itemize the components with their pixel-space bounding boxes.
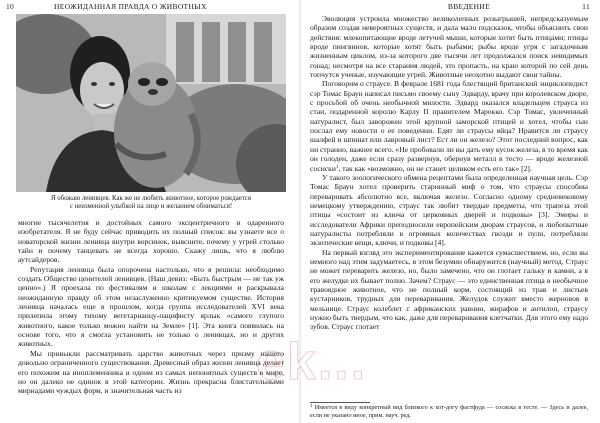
left-page-number: 10 [6,2,15,11]
sloth-photo [16,14,286,192]
footnote-number: 1 [310,404,313,409]
right-paragraph-2-tail: , так как «возможно, он не станет целиком есть его так» [2]. [338,163,532,173]
right-paragraph-2-text: Поговорим о страусе. В феврале 1681 года блестящий британский энциклопедист сэр Томас Браун написал письмо своему сыну Эдварду, врачу при королевском дворе, с просьбой об очень необычной милости. Эдвард оказался владельцем страуса из стаи, подаренной королю Карлу II правителем Марокко. Сэр Томас, увлеченный натуралист, был заворожен этой крупной заморской птицей и хотел, чтобы сын послал ему новости о ее поведении. Едят ли страусы яйца? Нравится ли страусу шалфей и шпинат или лавровый лист? Ест ли он железо? Этот последний вопрос, как ни странно, важнее всего. «Не пробовали ли вы дать ему кусок железа, в то время как он голоден, даже если сразу развернув, обернув металл в тесто — вроде железной сосиски [310,79,588,173]
photo-caption-line-1: Я обожаю ленивцев. Как же не любить животное, которое рождается [51,195,251,202]
footnote [310,403,588,419]
footnote-text: Имеется в виду конкретный вид близкого к хот-догу фастфуда — сосиска в тесте. — Здесь и далее, если не указано иное, прим. науч. ред. [310,404,588,419]
left-running-title: НЕОЖИДАННАЯ ПРАВДА О ЖИВОТНЫХ [54,2,207,11]
right-paragraph-3 [310,173,588,248]
left-body-text [18,218,284,396]
right-body-text [310,14,588,332]
photo-caption-line-2: с неизменной улыбкой на лице и желанием обниматься! [69,203,233,211]
right-paragraph-2 [310,79,588,172]
right-paragraph-4: На первый взгляд это экспериментирование кажется сумасшествием, но, если вы немного над этим задумаетесь, в этом безумии обнаружится (научный) метод. Страус не может переварить железо, но, было замечено, что он глотает гальку и камни, а в его желудке их бывает полно. Зачем? Страус — это единственная птица в необычное травоядное животное, что не полный корм, состоящий из трав и листьев кустарников, трудных для переваривания. Желудок служит вместо жерновов в мельнице. Страус колеблет с африканских равнин, жирафов и антилоп, страусу нужно быть твердым, что как, даже для переваривания клетчатки. Для этого ему надо зубов. Страус глотает [310,247,588,332]
watermark: ek... [256,333,368,391]
footnote-reference: 1 [335,164,339,170]
left-paragraph-1: многие тысячелетия и достойных самого эксцентричного и одаренного изобретателя. Я не буду сейчас приводить их полный список: вы узнаете все о новаторской жизни ленивца внутри ворсинок, выясните, почему у угрей столько тайн и почему танцевать не всегда хорошо. Скажу лишь, что я люблю аутсайдеров. [18,218,284,265]
photo-caption [20,195,282,212]
right-paragraph-3-head: У такого зоологического обмена рецептами была определенная научная цель. Сэр Томас [310,172,588,192]
right-running-title: ВВЕДЕНИЕ [447,2,490,11]
left-page [0,0,298,423]
right-paragraph-1: Эволюция устроила множество великолепных розыгрышей, непредсказуемым образом создав невероятных существ, и дала мало подсказок, чтобы объяснить свои действия: млекопитающие вроде летучей мыши, которые хотят быть птицами; птицы вроде пингвинов, которые хотят быть рыбами; рыбы вроде угря с загадочным жизненным циклом, из-за которого две тысячи лет продолжался поиск невидимых гонад; несмотря на все старания людей, это пропасть, на краю которой по сей день топчутся ученые, изучающие угрей. Животные неохотно выдают свои тайны. [310,14,588,80]
right-page-number: 11 [582,2,590,11]
left-paragraph-3: Мы привыкли рассматривать царство животных через призму нашего довольно ограниченного существования. Древесный образ жизни ленивца делает его похожим на иноплеменника и одним из самых непонятных существ в мире, но он далеко не одинок в этой категории. Жизнь прекрасна блистательными мириадами чуждых форм, и значительная часть из [18,348,284,396]
right-paragraph-3-body: Браун хотел проверить старинный миф о том, что страусы способны переваривать абсолютно все, включая железо. Согласно одному средневековому немецкому утверждению, страус так любит твердые предметы, что трапеза этой птицы «состоит из ключа от церковных дверей и подковы» [3]. Эмиры и исследователи Африки преподносили европейским дворам страусов, и любопытные натуралисты потребляли в огромных количествах гвозди и пули, потребляли экзотические вещи, ключи, и подковы [4]. [310,182,589,248]
left-paragraph-2: Репутация ленивца была опорочена настолько, что я решила: необходимо создать Общество ценителей ленивцев. (Наш девиз: «Быть быстрым — не так уж ценно».) Я проехала по фестивалям и школам с лекциями и раскрывала неожиданную правду об этом незаслуженно критикуемом существе. История ленивца началась еще в прошлом, когда группа исследователей XVI века прилепила этому тихому вегетарианцу-пацифисту ярлык «самого глупого животного, какое только можно найти на Земле» [1]. Эта книга появилась на основе того, что я смогла установить не только о ленивцах, но и других животных. [18,264,284,349]
sloth-photo-illustration [16,14,286,192]
